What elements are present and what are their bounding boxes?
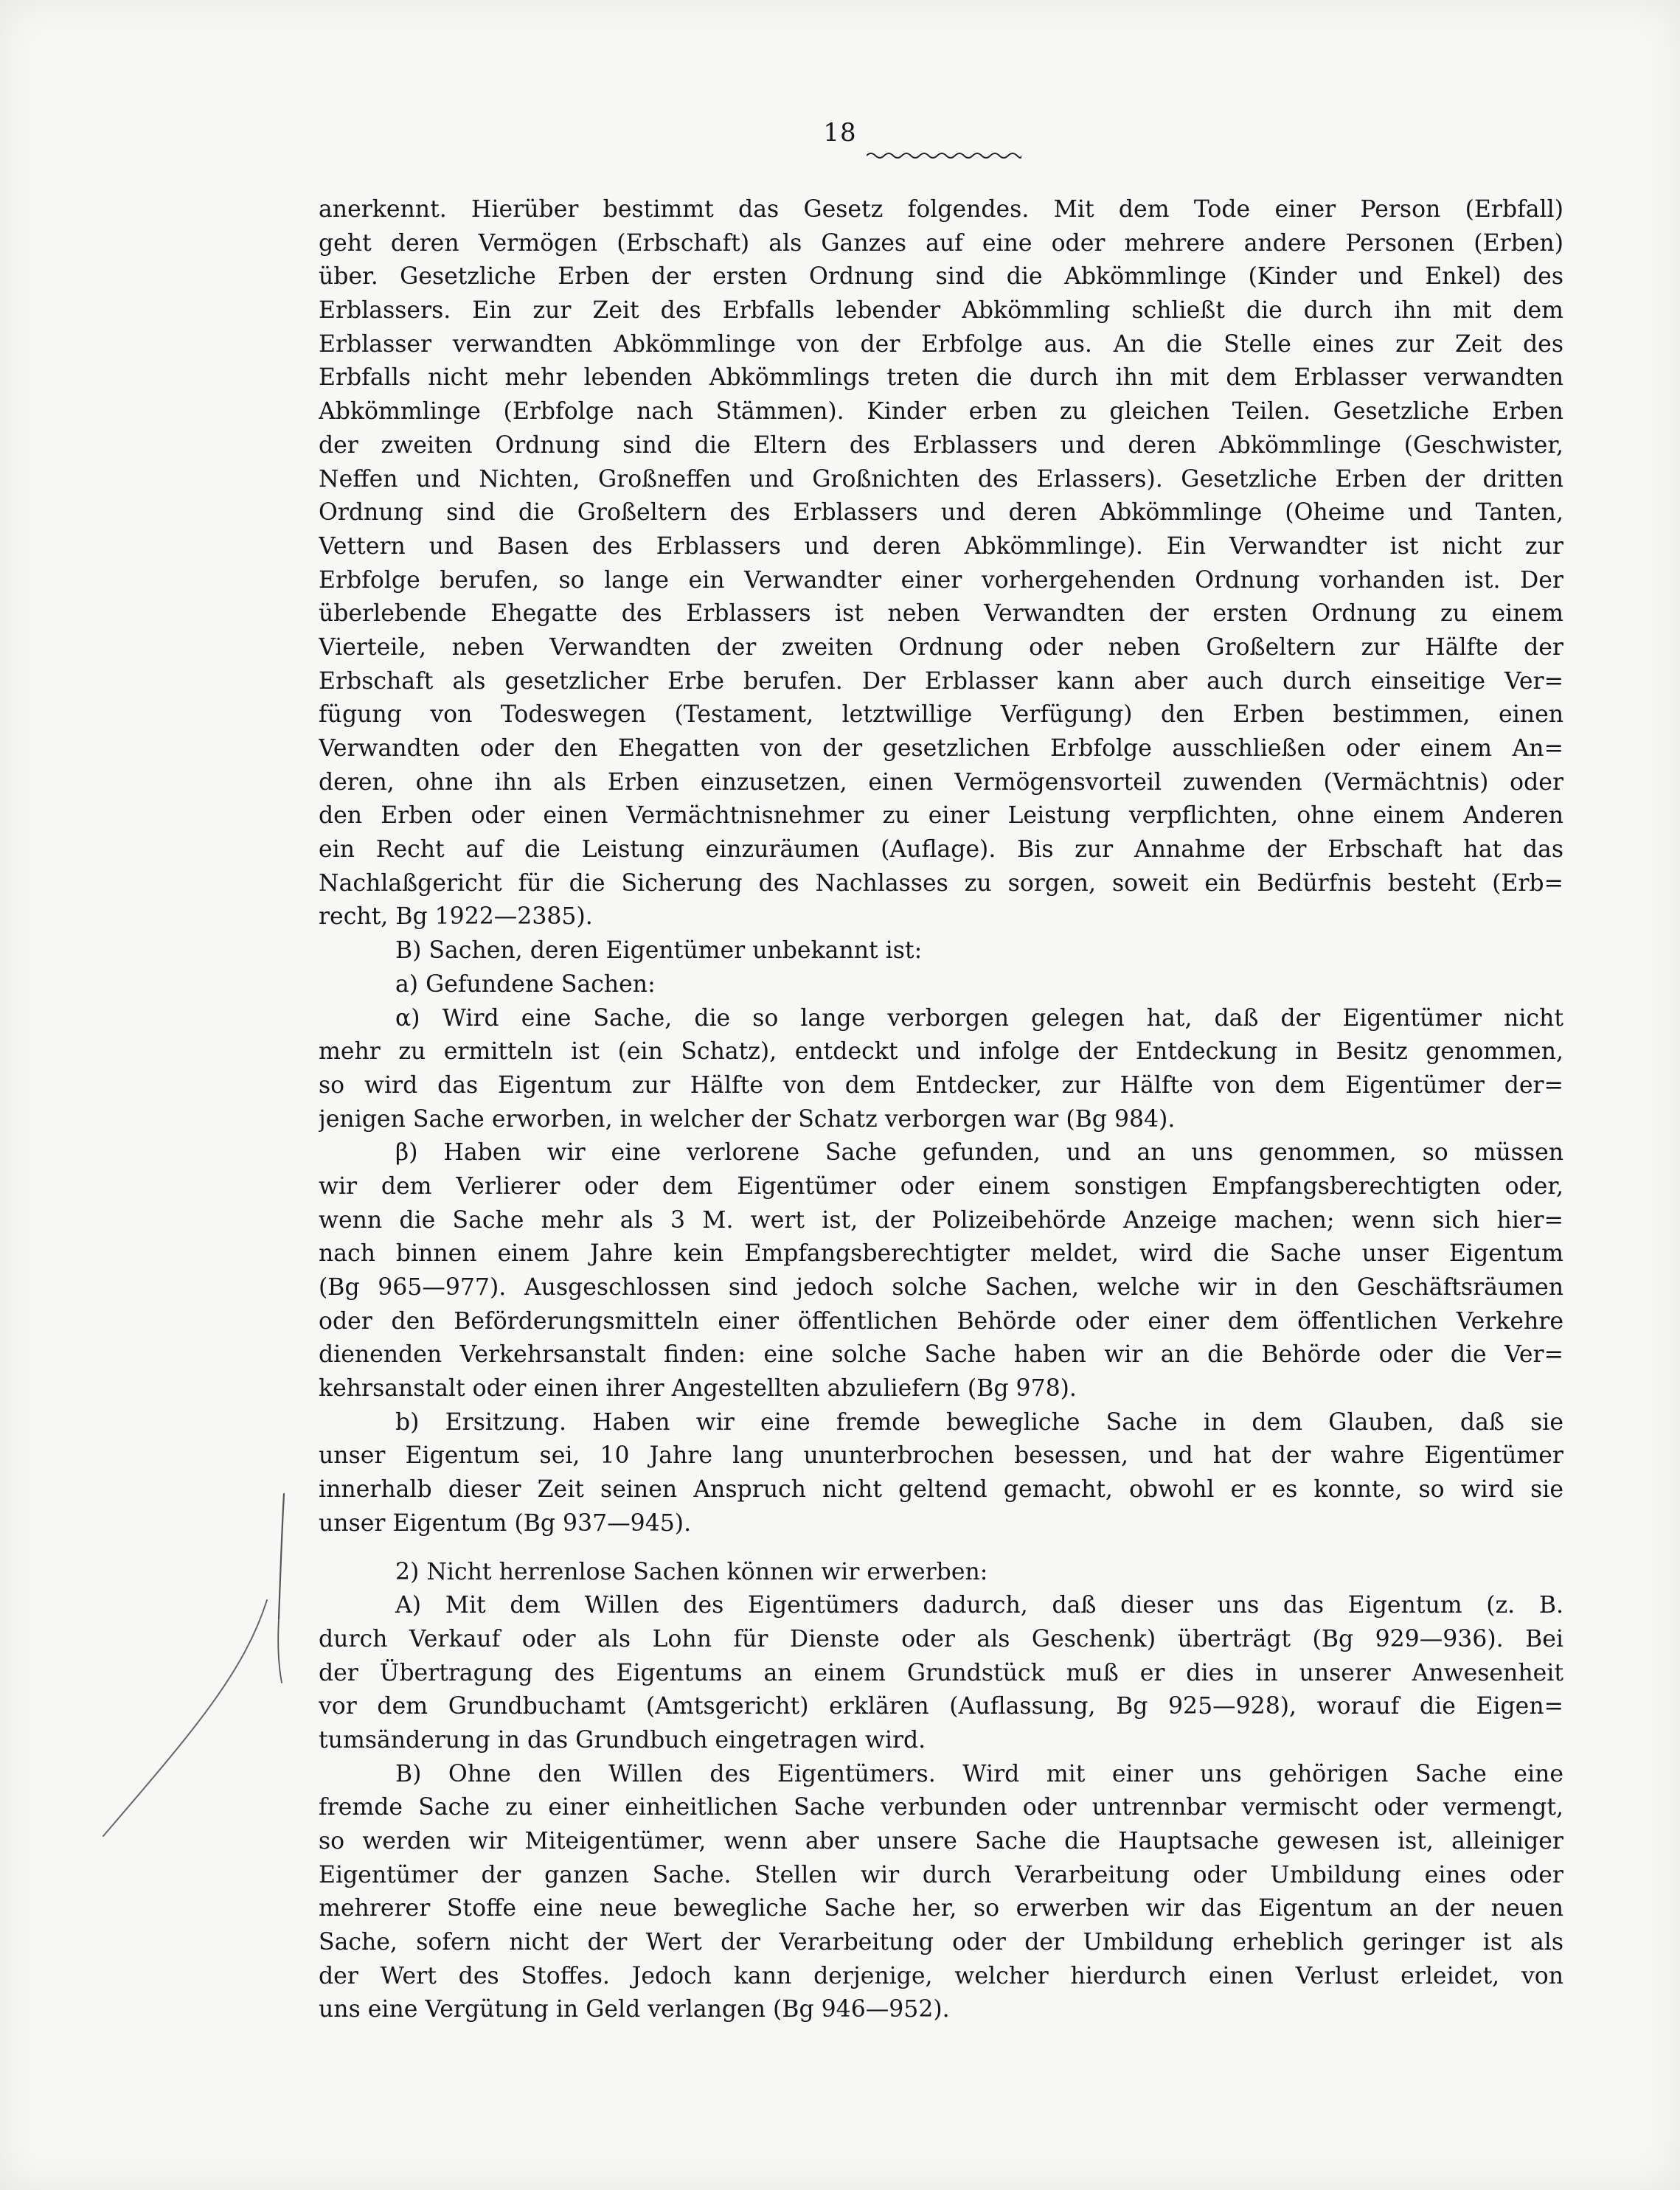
text-line: so werden wir Miteigentümer, wenn aber unsere Sache die Hauptsache gewesen ist, alleiniger bbox=[319, 1828, 1563, 1854]
text-line: mehr zu ermitteln ist (ein Schatz), entdeckt und infolge der Entdeckung in Besitz genommen, bbox=[319, 1038, 1563, 1066]
text-line: überlebende Ehegatte des Erblassers ist neben Verwandten der ersten Ordnung zu einem bbox=[319, 600, 1563, 628]
text-line: uns eine Vergütung in Geld verlangen (Bg 946—952). bbox=[319, 1996, 950, 2023]
text-line: A) Mit dem Willen des Eigentümers dadurch, daß dieser uns das Eigentum (z. B. bbox=[395, 1592, 1563, 1619]
text-line: Vierteile, neben Verwandten der zweiten Ordnung oder neben Großeltern zur Hälfte der bbox=[319, 633, 1563, 661]
body-text bbox=[319, 193, 1563, 2027]
text-line: α) Wird eine Sache, die so lange verborgen gelegen hat, daß der Eigentümer nicht bbox=[395, 1004, 1563, 1032]
text-line: Eigentümer der ganzen Sache. Stellen wir durch Verarbeitung oder Umbildung eines oder bbox=[319, 1861, 1563, 1888]
text-line: geht deren Vermögen (Erbschaft) als Ganzes auf eine oder mehrere andere Personen (Erben) bbox=[319, 229, 1563, 257]
text-line: tumsänderung in das Grundbuch eingetragen wird. bbox=[319, 1726, 926, 1753]
text-line: ein Recht auf die Leistung einzuräumen (Auflage). Bis zur Annahme der Erbschaft hat das bbox=[319, 836, 1563, 863]
text-line: recht, Bg 1922—2385). bbox=[319, 903, 593, 931]
text-line: über. Gesetzliche Erben der ersten Ordnung sind die Abkömmlinge (Kinder und Enkel) des bbox=[319, 263, 1563, 291]
text-line: innerhalb dieser Zeit seinen Anspruch nicht geltend gemacht, obwohl er es konnte, so wird sie bbox=[319, 1476, 1563, 1504]
text-line: durch Verkauf oder als Lohn für Dienste oder als Geschenk) überträgt (Bg 929—936). Bei bbox=[319, 1625, 1563, 1652]
text-line: β) Haben wir eine verlorene Sache gefunden, und an uns genommen, so müssen bbox=[395, 1139, 1563, 1167]
text-line: wir dem Verlierer oder dem Eigentümer oder einem sonstigen Empfangsberechtigten oder, bbox=[319, 1172, 1563, 1200]
subsection-heading: a) Gefundene Sachen: bbox=[395, 970, 656, 998]
text-line: mehrerer Stoffe eine neue bewegliche Sache her, so erwerben wir das Eigentum an der neuen bbox=[319, 1895, 1563, 1922]
text-line: dienenden Verkehrsanstalt finden: eine solche Sache haben wir an die Behörde oder die Ver= bbox=[319, 1341, 1563, 1369]
text-line: Vettern und Basen des Erblassers und deren Abkömmlinge). Ein Verwandter ist nicht zur bbox=[319, 532, 1563, 560]
text-line: Nachlaßgericht für die Sicherung des Nachlasses zu sorgen, soweit ein Bedürfnis besteht (Erb= bbox=[319, 869, 1563, 897]
text-line: nach binnen einem Jahre kein Empfangsberechtigter meldet, wird die Sache unser Eigentum bbox=[319, 1240, 1563, 1268]
text-line: der Wert des Stoffes. Jedoch kann derjenige, welcher hierdurch einen Verlust erleidet, von bbox=[319, 1962, 1563, 1989]
text-line: Erblasser verwandten Abkömmlinge von der Erbfolge aus. An die Stelle eines zur Zeit des bbox=[319, 330, 1563, 358]
text-line: unser Eigentum (Bg 937—945). bbox=[319, 1509, 692, 1537]
text-line: so wird das Eigentum zur Hälfte von dem Entdecker, zur Hälfte von dem Eigentümer der= bbox=[319, 1071, 1563, 1099]
text-line: Abkömmlinge (Erbfolge nach Stämmen). Kinder erben zu gleichen Teilen. Gesetzliche Erben bbox=[319, 398, 1563, 425]
text-line: der Übertragung des Eigentums an einem Grundstück muß er dies in unserer Anwesenheit bbox=[319, 1659, 1563, 1686]
text-line: fremde Sache zu einer einheitlichen Sache verbunden oder untrennbar vermischt oder vermengt, bbox=[319, 1794, 1563, 1821]
text-line: deren, ohne ihn als Erben einzusetzen, einen Vermögensvorteil zuwenden (Vermächtnis) oder bbox=[319, 768, 1563, 796]
section-heading: B) Sachen, deren Eigentümer unbekannt ist: bbox=[395, 937, 923, 964]
text-line: Erbfalls nicht mehr lebenden Abkömmlings treten die durch ihn mit dem Erblasser verwandten bbox=[319, 364, 1563, 392]
text-line: oder den Beförderungsmitteln einer öffentlichen Behörde oder einer dem öffentlichen Verkehre bbox=[319, 1307, 1563, 1335]
text-line: den Erben oder einen Vermächtnisnehmer zu einer Leistung verpflichten, ohne einem Anderen bbox=[319, 802, 1563, 830]
text-line: unser Eigentum sei, 10 Jahre lang ununterbrochen besessen, und hat der wahre Eigentümer bbox=[319, 1442, 1563, 1470]
paragraph-gap bbox=[319, 1541, 1563, 1556]
text-line: Sache, sofern nicht der Wert der Verarbeitung oder der Umbildung erheblich geringer ist als bbox=[319, 1929, 1563, 1956]
page-number: 18 bbox=[823, 118, 857, 147]
text-line: B) Ohne den Willen des Eigentümers. Wird mit einer uns gehörigen Sache eine bbox=[395, 1760, 1563, 1787]
text-line: anerkennt. Hierüber bestimmt das Gesetz folgendes. Mit dem Tode einer Person (Erbfall) bbox=[319, 196, 1563, 223]
text-line: (Bg 965—977). Ausgeschlossen sind jedoch solche Sachen, welche wir in den Geschäftsräumen bbox=[319, 1274, 1563, 1301]
text-line: wenn die Sache mehr als 3 M. wert ist, der Polizeibehörde Anzeige machen; wenn sich hier= bbox=[319, 1206, 1563, 1234]
text-line: der zweiten Ordnung sind die Eltern des Erblassers und deren Abkömmlinge (Geschwister, bbox=[319, 431, 1563, 459]
text-line: Ordnung sind die Großeltern des Erblassers und deren Abkömmlinge (Oheime und Tanten, bbox=[319, 499, 1563, 526]
text-line: Erbschaft als gesetzlicher Erbe berufen. Der Erblasser kann aber auch durch einseitige Ver= bbox=[319, 667, 1563, 695]
section-heading: 2) Nicht herrenlose Sachen können wir erwerben: bbox=[395, 1558, 988, 1585]
text-line: Erblassers. Ein zur Zeit des Erbfalls lebender Abkömmling schließt die durch ihn mit dem bbox=[319, 297, 1563, 324]
text-line: b) Ersitzung. Haben wir eine fremde bewegliche Sache in dem Glauben, daß sie bbox=[395, 1408, 1563, 1436]
text-line: jenigen Sache erworben, in welcher der Schatz verborgen war (Bg 984). bbox=[319, 1105, 1176, 1133]
text-line: vor dem Grundbuchamt (Amtsgericht) erklären (Auflassung, Bg 925—928), worauf die Eigen= bbox=[319, 1693, 1563, 1720]
text-line: Verwandten oder den Ehegatten von der gesetzlichen Erbfolge ausschließen oder einem An= bbox=[319, 735, 1563, 762]
text-line: Erbfolge berufen, so lange ein Verwandter einer vorhergehenden Ordnung vorhanden ist. Der bbox=[319, 566, 1563, 594]
text-line: kehrsanstalt oder einen ihrer Angestellten abzuliefern (Bg 978). bbox=[319, 1375, 1077, 1402]
text-line: fügung von Todeswegen (Testament, letztwillige Verfügung) den Erben bestimmen, einen bbox=[319, 701, 1563, 729]
pencil-margin-mark bbox=[81, 1489, 347, 1858]
text-line: Neffen und Nichten, Großneffen und Großnichten des Erlassers). Gesetzliche Erben der dritten bbox=[319, 465, 1563, 493]
wavy-rule-ornament bbox=[867, 150, 1021, 161]
